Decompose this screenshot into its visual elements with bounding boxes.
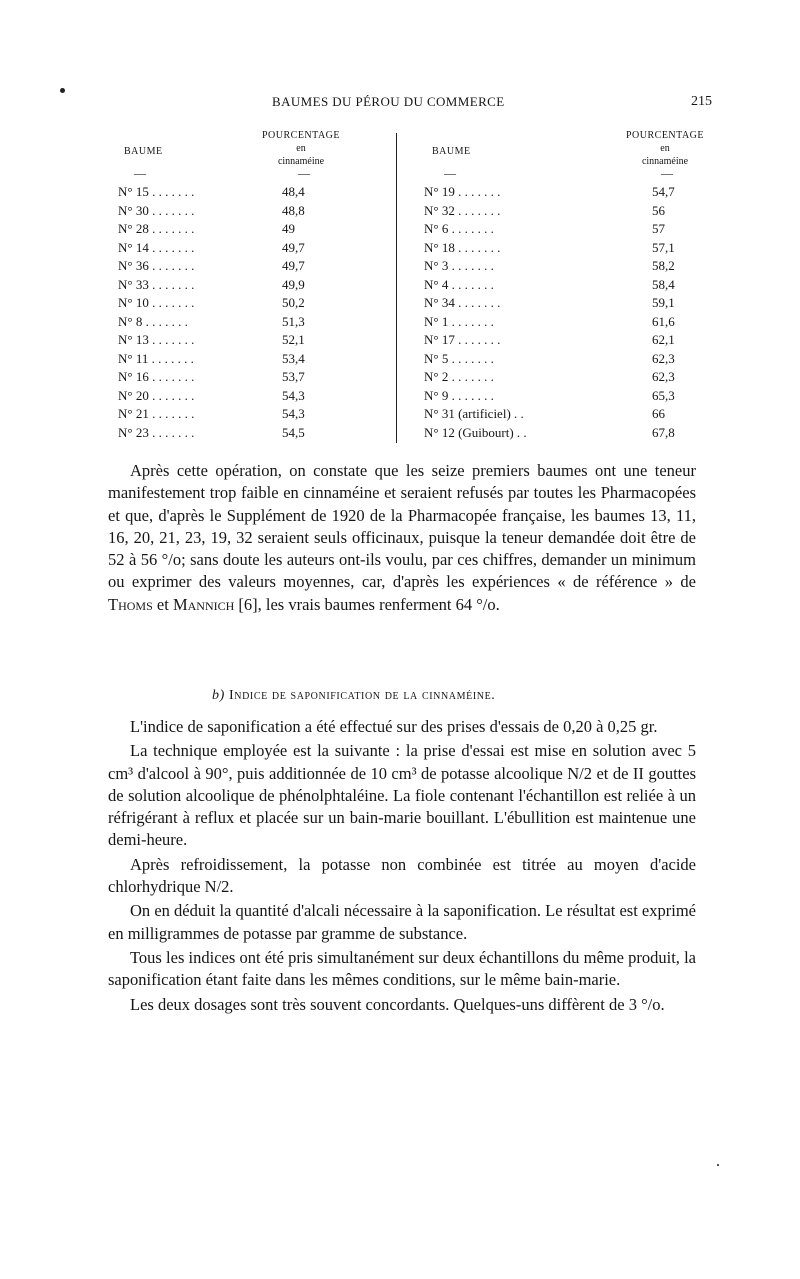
table-row: [118, 240, 403, 259]
row-value: 52,1: [282, 332, 305, 347]
row-value: 59,1: [652, 295, 675, 310]
row-value: 66: [652, 406, 665, 421]
table-row: [118, 295, 403, 314]
row-value: 67,8: [652, 424, 675, 440]
row-value: 49,9: [282, 276, 305, 292]
ink-spot: [60, 88, 65, 93]
cinnameine-table: [118, 129, 705, 447]
running-title: BAUMES DU PÉROU DU COMMERCE: [272, 94, 505, 109]
table-column-right: [410, 129, 705, 447]
row-value: 50,2: [282, 295, 305, 310]
table-row: [118, 184, 403, 203]
header-line: POURCENTAGE: [625, 130, 705, 141]
row-value: 53,4: [282, 350, 305, 366]
table-row: [118, 258, 403, 277]
table-row: [410, 295, 695, 314]
table-row: [410, 369, 695, 388]
table-row: [410, 184, 695, 203]
table-row: [118, 203, 403, 222]
row-label: N° 30 . . . . . . .: [118, 202, 195, 218]
row-label: N° 20 . . . . . . .: [118, 387, 195, 403]
header-line: cinnaméine: [277, 156, 325, 167]
paragraph: Après refroidissement, la potasse non combinée est titrée au moyen d'acide chlorhydrique N/2.: [108, 854, 696, 897]
table-row: [410, 203, 695, 222]
table-row: [410, 388, 695, 407]
stray-mark: [717, 1164, 719, 1166]
row-label: N° 9 . . . . . . .: [424, 387, 494, 403]
row-label: N° 23 . . . . . . .: [118, 424, 195, 440]
section-title: Indice de saponification de la cinnaméine.: [228, 688, 496, 703]
row-label: N° 10 . . . . . . .: [118, 295, 195, 310]
column-header-baume: BAUME: [432, 146, 471, 157]
header-line: POURCENTAGE: [261, 130, 341, 141]
author-name: Thoms: [108, 594, 153, 614]
header-line: cinnaméine: [641, 156, 689, 167]
paragraph: La technique employée est la suivante : la prise d'essai est mise en solution avec 5 cm³ d'alcool à 90°, puis additionnée de 10 cm³ de potasse alcoolique N/2 et de II gouttes de solution alcoolique de phénolphtaléine. La fiole contenant l'échantillon est reliée à un réfrigérant à reflux et placée sur un bain-marie bouillant. L'ébullition est maintenue une demi-heure.: [108, 741, 696, 850]
table-row: [118, 277, 403, 296]
row-value: 49: [282, 221, 295, 236]
section-letter: b): [212, 688, 225, 703]
header-dash: —: [134, 166, 146, 180]
column-header-percentage: [246, 129, 356, 168]
table-row: [410, 332, 695, 351]
row-label: N° 32 . . . . . . .: [424, 202, 501, 218]
page-header: [0, 94, 800, 114]
row-label: N° 15 . . . . . . .: [118, 184, 195, 199]
table-row: [410, 406, 695, 425]
row-value: 49,7: [282, 258, 305, 273]
paragraph: On en déduit la quantité d'alcali nécessaire à la saponification. Le résultat est exprimé en milligrammes de potasse par gramme de substance.: [108, 901, 696, 943]
header-dash: —: [661, 166, 673, 180]
table-row: [118, 425, 403, 444]
row-label: N° 2 . . . . . . .: [424, 369, 494, 384]
row-value: 53,7: [282, 369, 305, 384]
row-value: 62,1: [652, 332, 675, 347]
paragraph-text: [6], les vrais baumes renferment 64 °/o.: [234, 594, 500, 614]
table-row: [410, 425, 695, 444]
row-value: 62,3: [652, 350, 675, 366]
row-value: 54,3: [282, 406, 305, 421]
table-row: [118, 369, 403, 388]
row-label: N° 28 . . . . . . .: [118, 221, 195, 236]
paragraph-text: Après cette opération, on constate que les seize premiers baumes ont une teneur manifestement trop faible en cinnaméine et seraient refusés par toutes les Pharmacopées et que, d'après le Supplément de 1920 de la Pharmacopée française, les baumes 13, 11, 16, 20, 21, 23, 19, 32 seraient seuls officinaux, puisque la teneur demandée doit être de 52 à 56 °/o; sans doute les auteurs ont-ils voulu, par ces chiffres, demander un minimum ou exprimer des valeurs moyennes, car, d'après les expériences « de référence » de: [108, 461, 696, 592]
row-label: N° 5 . . . . . . .: [424, 350, 494, 366]
row-label: N° 36 . . . . . . .: [118, 258, 195, 273]
row-value: 51,3: [282, 313, 305, 329]
row-value: 58,2: [652, 258, 675, 273]
author-name: Mannich: [172, 594, 235, 614]
table-row: [410, 221, 695, 240]
page-number: 215: [691, 94, 712, 109]
column-header-percentage: [610, 129, 720, 168]
header-line: en: [296, 143, 306, 154]
paragraph: L'indice de saponification a été effectué sur des prises d'essais de 0,20 à 0,25 gr.: [130, 717, 658, 736]
row-value: 57: [652, 221, 665, 236]
section-heading: [212, 688, 495, 704]
row-label: N° 31 (artificiel) . .: [424, 406, 524, 421]
table-rows-left: [118, 184, 403, 443]
row-value: 65,3: [652, 387, 675, 403]
table-row: [118, 388, 403, 407]
row-label: N° 8 . . . . . . .: [118, 313, 188, 329]
table-row: [118, 314, 403, 333]
table-row: [410, 351, 695, 370]
table-row: [118, 332, 403, 351]
row-label: N° 13 . . . . . . .: [118, 332, 195, 347]
body-text-1: [108, 460, 696, 616]
row-value: 56: [652, 202, 665, 218]
row-label: N° 33 . . . . . . .: [118, 276, 195, 292]
paragraph: Tous les indices ont été pris simultanément sur deux échantillons du même produit, la saponification étant faite dans les mêmes conditions, sur le même bain-marie.: [108, 947, 696, 990]
row-label: N° 21 . . . . . . .: [118, 406, 195, 421]
header-line: en: [660, 143, 670, 154]
row-value: 54,7: [652, 184, 675, 199]
row-label: N° 3 . . . . . . .: [424, 258, 494, 273]
table-row: [410, 277, 695, 296]
row-value: 62,3: [652, 369, 675, 384]
row-value: 54,3: [282, 387, 305, 403]
row-label: N° 16 . . . . . . .: [118, 369, 195, 384]
paragraph: [108, 460, 696, 616]
row-label: N° 34 . . . . . . .: [424, 295, 501, 310]
row-value: 48,8: [282, 202, 305, 218]
row-value: 61,6: [652, 313, 675, 329]
row-label: N° 11 . . . . . . .: [118, 350, 194, 366]
row-label: N° 4 . . . . . . .: [424, 276, 494, 292]
row-value: 49,7: [282, 239, 305, 255]
paragraph: Les deux dosages sont très souvent concordants. Quelques-uns diffèrent de 3 °/o.: [130, 994, 665, 1014]
row-label: N° 18 . . . . . . .: [424, 239, 501, 255]
header-dash: —: [444, 166, 456, 180]
row-label: N° 14 . . . . . . .: [118, 239, 195, 255]
row-value: 54,5: [282, 424, 305, 440]
header-dash: —: [298, 166, 310, 180]
table-row: [118, 351, 403, 370]
row-label: N° 6 . . . . . . .: [424, 221, 494, 236]
table-row: [410, 240, 695, 259]
table-row: [410, 258, 695, 277]
row-label: N° 12 (Guibourt) . .: [424, 424, 527, 440]
row-label: N° 1 . . . . . . .: [424, 313, 494, 329]
row-label: N° 19 . . . . . . .: [424, 184, 501, 199]
table-row: [118, 406, 403, 425]
column-divider: [396, 133, 397, 443]
row-label: N° 17 . . . . . . .: [424, 332, 501, 347]
table-rows-right: [410, 184, 695, 443]
table-column-left: [118, 129, 403, 447]
row-value: 57,1: [652, 239, 675, 255]
column-header-baume: BAUME: [124, 146, 163, 157]
table-row: [118, 221, 403, 240]
table-row: [410, 314, 695, 333]
row-value: 48,4: [282, 184, 305, 199]
paragraph-text: et: [152, 594, 173, 614]
row-value: 58,4: [652, 276, 675, 292]
body-text-2: [108, 716, 696, 1016]
